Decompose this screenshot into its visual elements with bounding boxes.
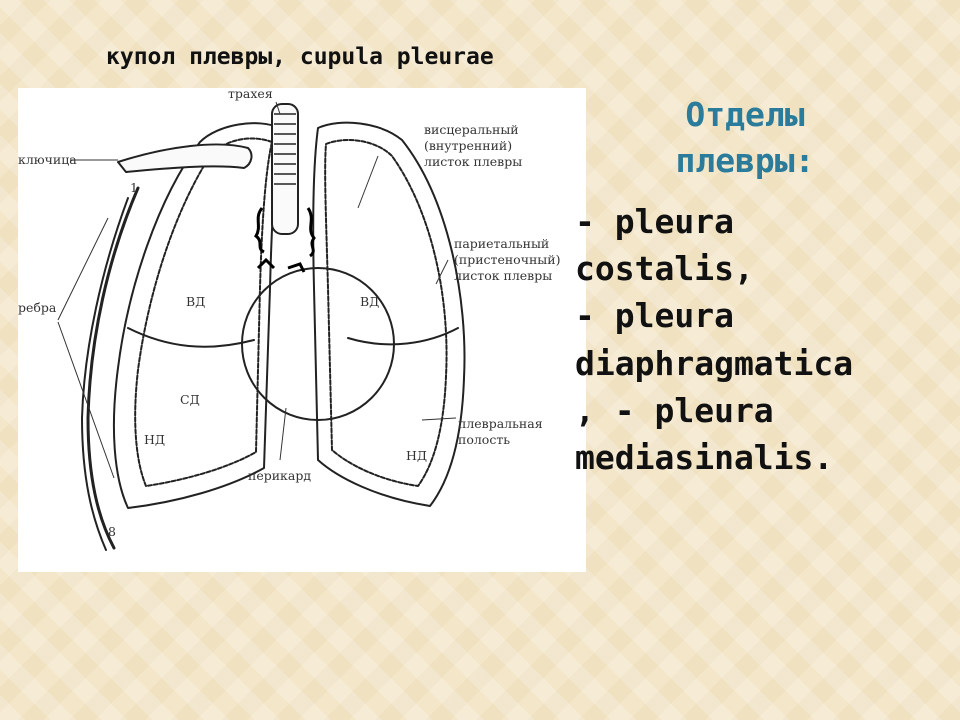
list-line: - pleura xyxy=(575,202,734,241)
list-line: diaphragmatica xyxy=(575,343,854,383)
right-lung-inner xyxy=(325,140,446,486)
label-parietal-2: (пристеночный) xyxy=(454,252,561,267)
label-trachea: трахея xyxy=(228,88,273,101)
left-diaphragm xyxy=(128,328,254,347)
slide-title: купол плевры, cupula pleurae xyxy=(106,44,494,70)
label-visceral-2: (внутренний) xyxy=(424,138,513,153)
right-diaphragm xyxy=(348,328,458,344)
list-line: costalis, xyxy=(575,249,754,289)
label-sd: СД xyxy=(180,392,200,407)
sections-heading xyxy=(610,92,880,184)
heading-line-1: Отделы xyxy=(685,95,805,134)
label-vd-right: ВД xyxy=(360,294,380,309)
label-clavicle: ключица xyxy=(18,152,77,167)
label-pericardium: перикард xyxy=(248,468,312,483)
label-nd-right: НД xyxy=(406,448,428,463)
heading-line-2: плевры: xyxy=(675,141,815,181)
list-line: , - pleura xyxy=(575,390,774,430)
label-vd-left: ВД xyxy=(186,294,206,309)
list-line: mediasinalis. xyxy=(575,437,834,477)
label-visceral-1: висцеральный xyxy=(424,122,519,137)
label-pleural-cavity-1: плевральная xyxy=(458,416,543,431)
label-rib-1: 1 xyxy=(130,180,138,195)
label-nd-left: НД xyxy=(144,432,166,447)
pleura-diagram xyxy=(18,88,586,572)
pleura-sections-list xyxy=(575,198,955,481)
pleura-illustration xyxy=(18,88,586,572)
label-parietal-3: листок плевры xyxy=(454,268,553,283)
clavicle-shape xyxy=(118,144,251,172)
label-pleural-cavity-2: полость xyxy=(458,432,511,447)
list-line: - pleura xyxy=(575,296,734,336)
label-visceral-3: листок плевры xyxy=(424,154,523,169)
label-parietal-1: париетальный xyxy=(454,236,550,251)
label-rib-8: 8 xyxy=(108,524,116,539)
label-ribs: ребра xyxy=(18,300,57,315)
